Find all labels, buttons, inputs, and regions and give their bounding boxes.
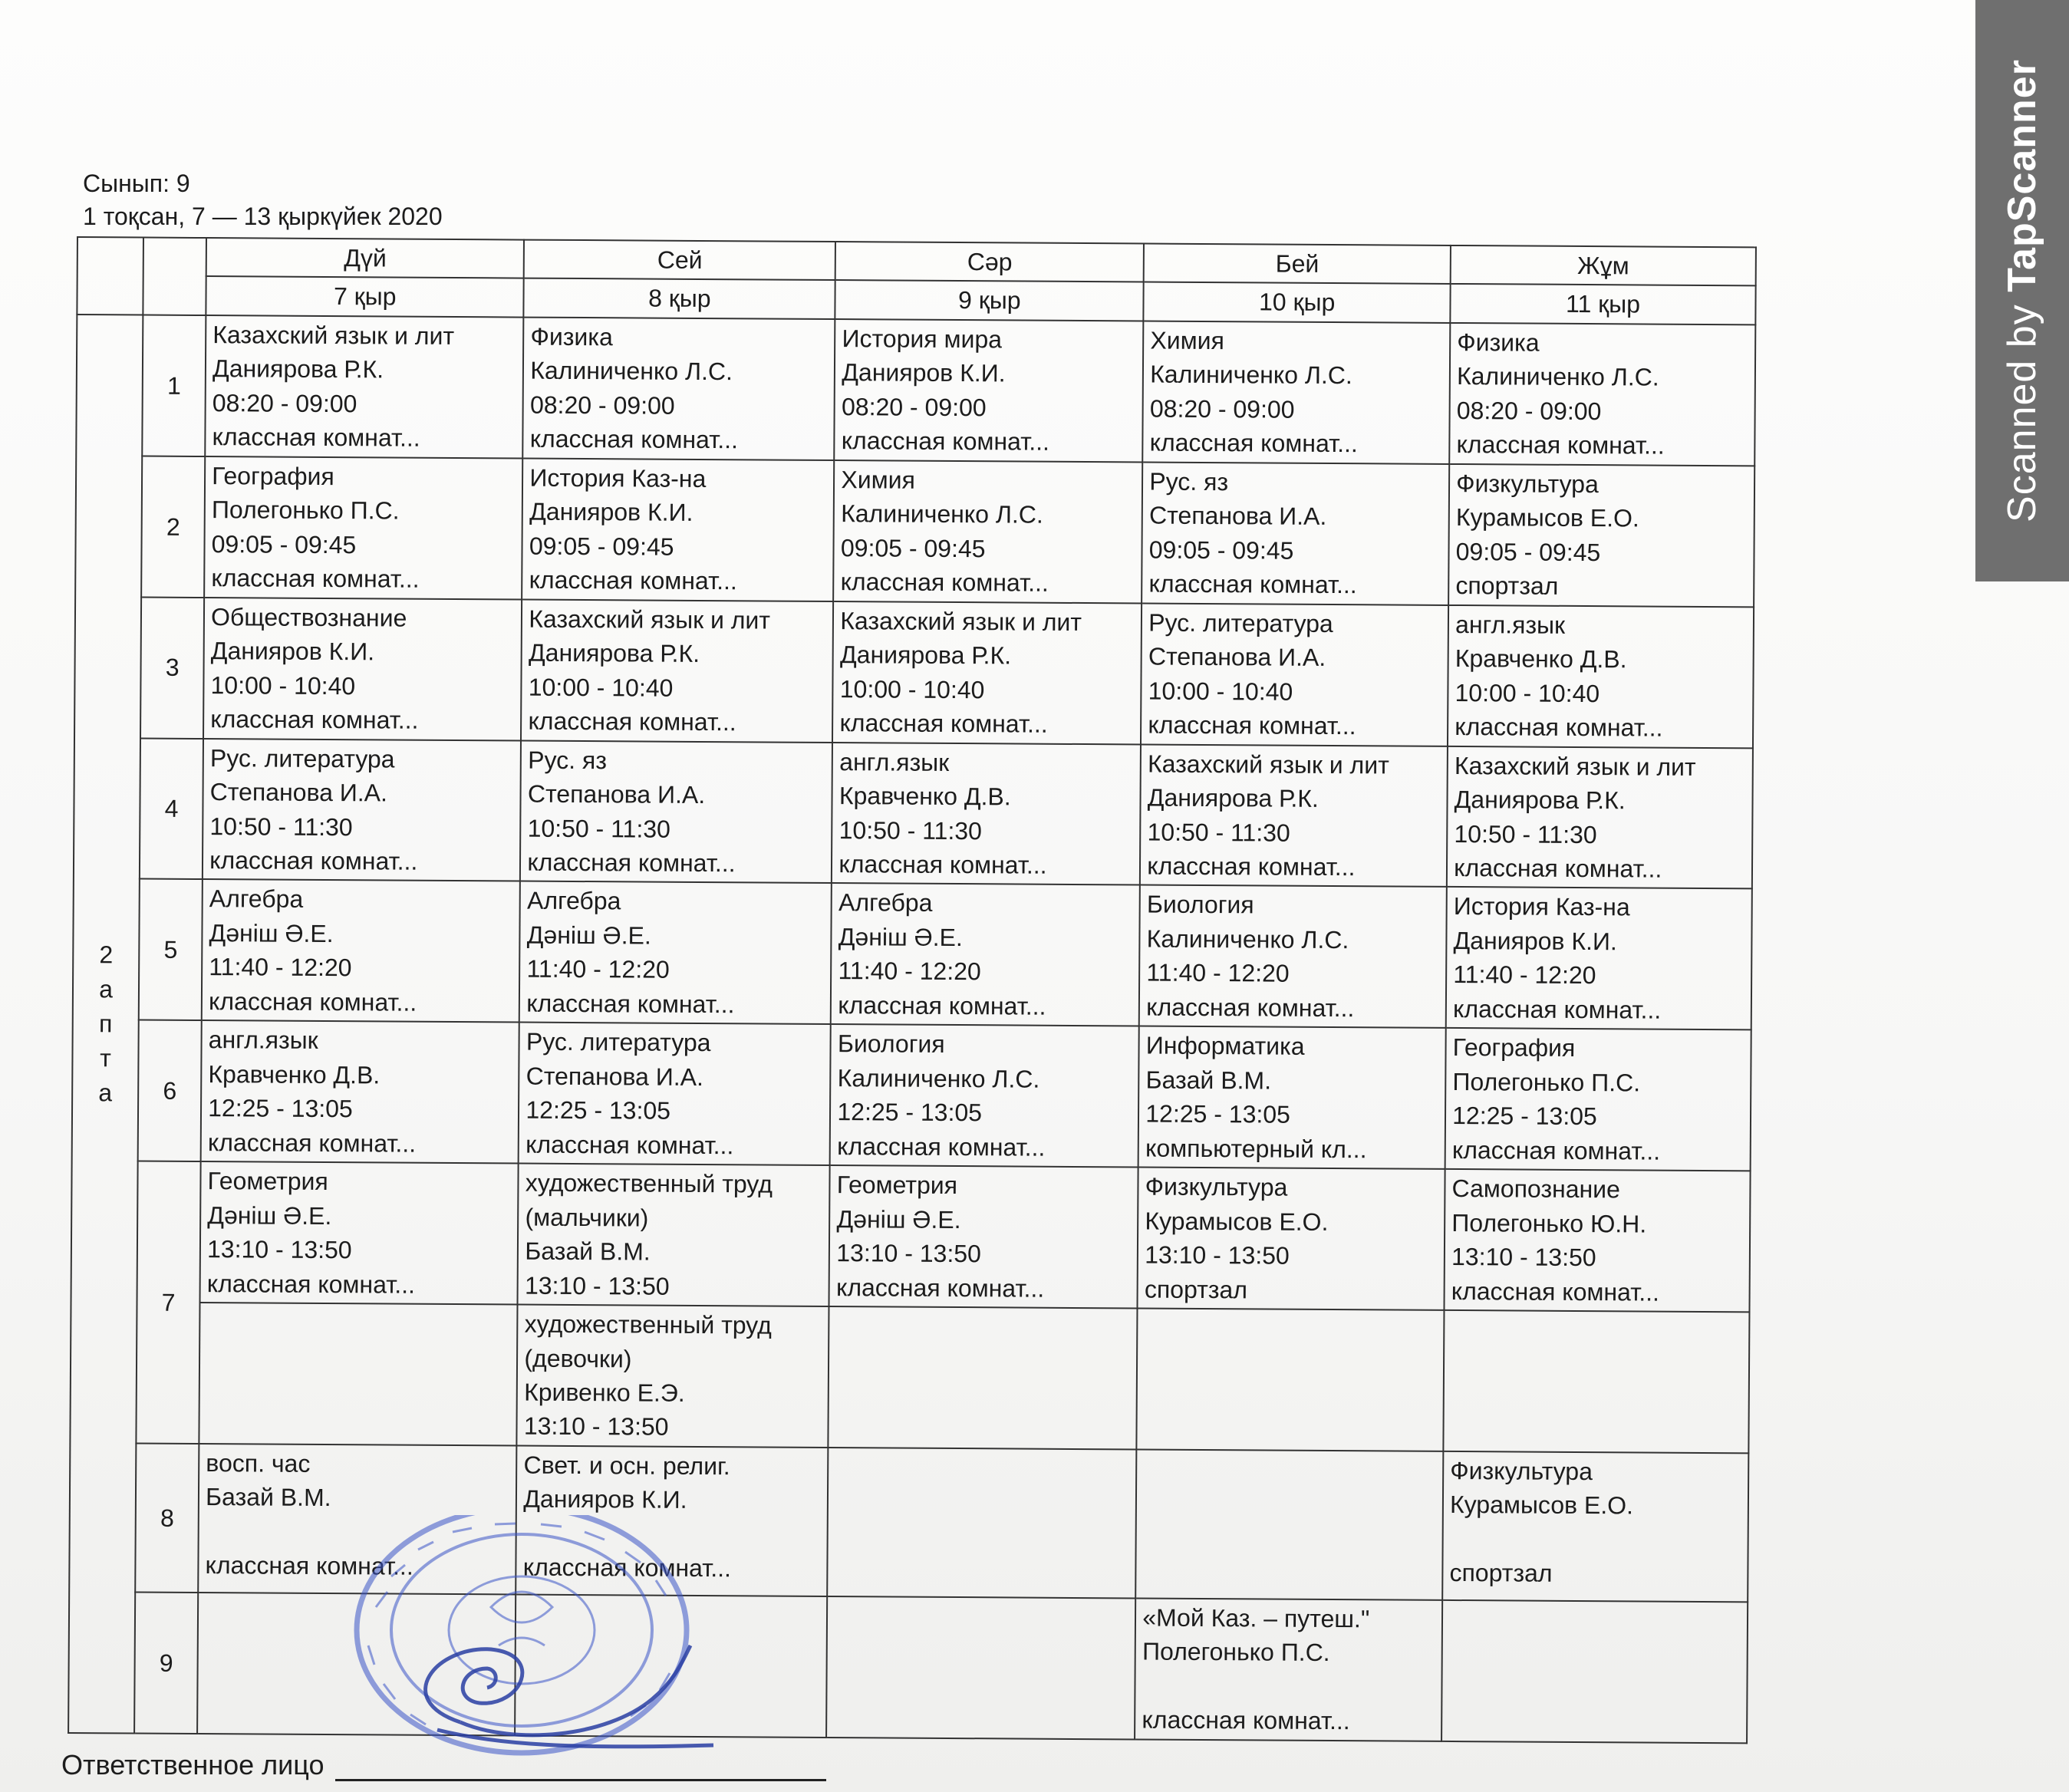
corner-cell <box>77 237 143 315</box>
schedule-table <box>68 236 1757 1744</box>
entry-line: Кравченко Д.В. <box>838 782 1011 811</box>
entry-line: Калиниченко Л.С. <box>1150 360 1352 390</box>
entry-line: художественный труд <box>525 1168 773 1198</box>
entry-line: Кравченко Д.В. <box>208 1059 381 1089</box>
lesson-cell-thu <box>1142 462 1449 604</box>
day-name-tue: Сей <box>524 240 835 281</box>
entry-line: Рус. яз <box>528 746 608 774</box>
entry-line: «Мой Каз. – путеш." <box>1142 1603 1370 1633</box>
entry-line: 13:10 - 13:50 <box>206 1235 352 1264</box>
lesson-cell-tue <box>521 599 833 742</box>
lesson-cell-mon <box>198 1444 516 1595</box>
lesson-number: 5 <box>139 879 203 1020</box>
lesson-cell-wed <box>829 1165 1138 1308</box>
entry-line: Полегонько Ю.Н. <box>1451 1208 1647 1238</box>
entry-line: Данияров К.И. <box>210 637 375 666</box>
responsible-person-label: Ответственное лицо <box>61 1749 325 1780</box>
entry-line: 09:05 - 09:45 <box>840 533 986 562</box>
lesson-cell-wed <box>831 883 1140 1026</box>
entry-line: англ.язык <box>839 747 950 776</box>
entry-line: классная комнат... <box>529 424 739 454</box>
entry-line: 12:25 - 13:05 <box>525 1095 671 1125</box>
week-label-letter: а <box>98 1078 113 1106</box>
entry-line: классная комнат... <box>1148 710 1356 740</box>
lesson-cell-mon <box>202 879 520 1022</box>
entry-line: Степанова И.А. <box>1148 642 1326 672</box>
entry-line: 13:10 - 13:50 <box>836 1239 981 1268</box>
entry-line: Степанова И.А. <box>527 779 706 809</box>
entry-line: 13:10 - 13:50 <box>1451 1243 1596 1272</box>
entry-line: Данияров К.И. <box>529 497 694 527</box>
lesson-number: 2 <box>141 456 205 597</box>
entry-line: Данияров К.И. <box>1453 926 1617 956</box>
entry-line: классная комнат... <box>526 989 735 1019</box>
entry-line: 10:50 - 11:30 <box>209 812 353 841</box>
entry-line: 10:00 - 10:40 <box>1148 677 1293 706</box>
lesson-cell-mon <box>200 1161 519 1304</box>
entry-line: классная комнат... <box>212 423 420 453</box>
entry-line: Полегонько П.С. <box>211 496 400 525</box>
entry-line: компьютерный кл... <box>1145 1134 1367 1164</box>
scanner-watermark-banner <box>1975 0 2069 581</box>
entry-line: классная комнат... <box>1148 569 1357 599</box>
entry-line: 08:20 - 09:00 <box>1149 394 1295 423</box>
entry-line: классная комнат... <box>1146 993 1355 1023</box>
entry-line: классная комнат... <box>529 565 737 595</box>
entry-line: Биология <box>837 1029 945 1059</box>
lesson-row-7-bottom <box>70 1302 1749 1453</box>
lesson-cell-wed-empty <box>826 1596 1135 1739</box>
lesson-cell-tue <box>518 1164 830 1306</box>
lesson-cell-thu <box>1138 1026 1446 1169</box>
lesson-cell-fri <box>1449 323 1755 466</box>
entry-line <box>523 1516 821 1552</box>
day-date-fri: 11 қыр <box>1450 284 1755 324</box>
lesson-cell-tue <box>517 1305 829 1448</box>
lesson-cell-thu <box>1141 603 1448 746</box>
entry-line: 12:25 - 13:05 <box>837 1098 983 1127</box>
entry-line: классная комнат... <box>528 707 736 736</box>
lesson-cell-fri-empty <box>1441 1600 1748 1743</box>
lesson-cell-fri-empty <box>1443 1310 1749 1453</box>
entry-line: Рус. яз <box>1149 467 1229 496</box>
lesson-cell-tue-empty <box>515 1594 827 1737</box>
entry-line: Данияров К.И. <box>523 1484 687 1514</box>
lesson-cell-fri <box>1446 887 1752 1029</box>
week-label-letter: 2 <box>99 940 114 969</box>
entry-line: классная комнат... <box>525 1130 734 1159</box>
entry-line: Физкультура <box>1456 469 1599 498</box>
entry-line: Калиниченко Л.С. <box>1456 362 1659 392</box>
entry-line: классная комнат... <box>522 1553 732 1583</box>
corner-cell-num <box>143 238 207 315</box>
entry-line: Рус. литература <box>525 1027 711 1057</box>
lesson-number: 6 <box>138 1020 202 1161</box>
entry-line: 08:20 - 09:00 <box>529 390 675 420</box>
entry-line: Обществознание <box>211 602 407 632</box>
lesson-row-3 <box>74 597 1754 748</box>
entry-line: 09:05 - 09:45 <box>1148 535 1294 565</box>
entry-line: Даниярова Р.К. <box>528 638 700 668</box>
lesson-cell-mon <box>201 1020 519 1163</box>
entry-line: классная комнат... <box>205 1551 413 1581</box>
lesson-number: 8 <box>135 1443 199 1592</box>
lesson-cell-fri <box>1445 1028 1751 1171</box>
entry-line: Дәніш Ә.Е. <box>836 1204 961 1234</box>
lesson-cell-thu <box>1139 885 1447 1028</box>
entry-line: Дәніш Ә.Е. <box>207 1201 332 1230</box>
entry-line: англ.язык <box>208 1026 318 1055</box>
lesson-cell-tue <box>520 740 832 883</box>
entry-line: (мальчики) <box>525 1203 649 1232</box>
entry-line: 11:40 - 12:20 <box>838 957 981 986</box>
entry-line: 13:10 - 13:50 <box>1145 1240 1290 1270</box>
entry-line: Базай В.М. <box>1145 1066 1272 1095</box>
lesson-cell-mon <box>205 315 523 458</box>
scanner-watermark-text: Scanned by TapScanner <box>2000 59 2044 522</box>
lesson-row-8 <box>69 1443 1748 1602</box>
day-date-mon: 7 қыр <box>206 277 525 318</box>
entry-line: Физика <box>530 322 613 351</box>
week-label-letter: п <box>99 1010 113 1038</box>
entry-line: спортзал <box>1449 1559 1553 1588</box>
lesson-cell-tue <box>519 881 832 1024</box>
signature-line <box>335 1751 826 1781</box>
entry-line: Казахский язык и лит <box>1148 749 1389 779</box>
day-name-fri: Жұм <box>1451 245 1756 286</box>
entry-line: Даниярова Р.К. <box>839 641 1012 670</box>
lesson-cell-fri <box>1445 1169 1751 1312</box>
week-label-letter: а <box>99 975 114 1003</box>
entry-line: классная комнат... <box>1147 852 1356 881</box>
entry-line: 11:40 - 12:20 <box>1146 958 1290 988</box>
lesson-cell-wed <box>832 743 1141 885</box>
lesson-cell-tue <box>516 1445 829 1596</box>
lesson-cell-mon-empty <box>199 1303 518 1445</box>
lesson-row-7-top <box>71 1161 1751 1312</box>
lesson-cell-fri <box>1448 605 1754 748</box>
entry-line: Алгебра <box>209 884 304 914</box>
lesson-cell-fri <box>1442 1451 1748 1602</box>
entry-line: 10:50 - 11:30 <box>838 815 982 845</box>
entry-line: Геометрия <box>836 1171 958 1200</box>
entry-line: 12:25 - 13:05 <box>1452 1102 1597 1131</box>
entry-line: География <box>1452 1033 1576 1062</box>
entry-line: Калиниченко Л.С. <box>837 1063 1040 1093</box>
entry-line: Степанова И.А. <box>209 778 388 807</box>
lesson-row-5 <box>73 878 1752 1029</box>
entry-line: Химия <box>841 465 915 494</box>
entry-line: Калиниченко Л.С. <box>530 357 733 386</box>
entry-line: 10:00 - 10:40 <box>839 674 985 703</box>
entry-line: классная комнат... <box>839 709 1048 738</box>
lesson-row-6 <box>72 1020 1751 1171</box>
entry-line: Казахский язык и лит <box>840 606 1082 636</box>
entry-line: Рус. литература <box>1148 608 1333 637</box>
entry-line: классная комнат... <box>211 564 420 593</box>
entry-line: классная комнат... <box>1455 713 1663 742</box>
entry-line: классная комнат... <box>206 1269 416 1299</box>
entry-line: История Каз-на <box>1453 892 1630 921</box>
lesson-cell-thu-empty <box>1135 1449 1443 1599</box>
day-date-tue: 8 қыр <box>524 278 835 319</box>
lesson-cell-thu <box>1135 1598 1442 1741</box>
entry-line: 10:50 - 11:30 <box>527 814 670 843</box>
schedule-sheet <box>68 236 1757 1744</box>
entry-line: классная комнат... <box>838 850 1047 879</box>
entry-line: Данияров К.И. <box>842 358 1006 387</box>
entry-line: Физкультура <box>1145 1172 1288 1201</box>
entry-line: 09:05 - 09:45 <box>1455 537 1601 566</box>
lesson-cell-wed <box>835 319 1144 462</box>
entry-line: 13:10 - 13:50 <box>523 1412 669 1441</box>
lesson-cell-thu <box>1138 1168 1445 1310</box>
entry-line: 08:20 - 09:00 <box>841 392 987 422</box>
entry-line: Даниярова Р.К. <box>1454 786 1626 815</box>
entry-line: 08:20 - 09:00 <box>212 388 357 418</box>
entry-line: Кривенко Е.Э. <box>524 1378 685 1407</box>
entry-line: 11:40 - 12:20 <box>209 953 352 982</box>
entry-line: Геометрия <box>207 1167 328 1196</box>
entry-line: классная комнат... <box>841 427 1050 456</box>
lesson-number: 7 <box>137 1161 201 1444</box>
entry-line: Даниярова Р.К. <box>1147 783 1319 812</box>
entry-line: Самопознание <box>1451 1174 1621 1204</box>
day-name-mon: Дүй <box>206 238 525 278</box>
entry-line: 10:00 - 10:40 <box>528 673 674 702</box>
entry-line: Свет. и осн. религ. <box>523 1451 730 1481</box>
entry-line: классная комнат... <box>837 1132 1046 1161</box>
entry-line: Базай В.М. <box>205 1483 331 1512</box>
entry-line: Базай В.М. <box>525 1237 651 1266</box>
lesson-cell-thu <box>1143 321 1451 463</box>
lesson-cell-tue <box>519 1023 831 1165</box>
class-line: Сынып: 9 <box>83 170 190 197</box>
entry-line: 09:05 - 09:45 <box>211 529 357 558</box>
entry-line: Алгебра <box>838 888 933 917</box>
entry-line: спортзал <box>1455 572 1559 601</box>
lesson-number: 1 <box>142 315 206 456</box>
entry-line: спортзал <box>1144 1275 1248 1303</box>
entry-line: 10:50 - 11:30 <box>1147 818 1290 847</box>
term-line: 1 тоқсан, 7 — 13 қыркүйек 2020 <box>83 203 443 231</box>
entry-line: История мира <box>842 324 1003 354</box>
lesson-row-4 <box>74 738 1753 889</box>
entry-line: Биология <box>1146 890 1254 919</box>
lesson-cell-mon-empty <box>197 1593 516 1735</box>
lesson-number: 9 <box>134 1592 198 1733</box>
entry-line: англ.язык <box>1455 610 1566 639</box>
entry-line: 11:40 - 12:20 <box>526 954 670 984</box>
lesson-number: 3 <box>140 597 204 738</box>
entry-line: Физкультура <box>1450 1456 1593 1486</box>
lesson-cell-fri <box>1447 746 1753 888</box>
entry-line: Курамысов Е.О. <box>1455 503 1639 532</box>
entry-line: Физика <box>1457 328 1540 357</box>
lesson-cell-wed <box>832 601 1142 744</box>
entry-line: География <box>212 461 334 490</box>
lesson-cell-wed-empty <box>828 1448 1137 1598</box>
lesson-row-1 <box>76 315 1755 466</box>
entry-line <box>1450 1522 1741 1558</box>
entry-line: Полегонько П.С. <box>1142 1637 1330 1667</box>
lesson-cell-wed <box>830 1024 1139 1167</box>
entry-line: 12:25 - 13:05 <box>1145 1099 1291 1128</box>
entry-line: 10:50 - 11:30 <box>1454 819 1597 848</box>
lesson-cell-mon <box>204 456 522 599</box>
entry-line: Казахский язык и лит <box>213 321 455 350</box>
entry-line: Дәніш Ә.Е. <box>526 921 651 950</box>
entry-line: 13:10 - 13:50 <box>524 1271 670 1300</box>
week-label-letter: т <box>100 1043 111 1072</box>
lesson-cell-wed-empty <box>829 1306 1138 1449</box>
entry-line: Даниярова Р.К. <box>212 354 384 384</box>
lesson-number: 4 <box>140 738 203 879</box>
entry-line: классная комнат... <box>1451 1276 1660 1306</box>
entry-line: Казахский язык и лит <box>529 604 771 634</box>
entry-line: классная комнат... <box>527 848 736 878</box>
lesson-cell-thu <box>1140 744 1448 887</box>
lesson-row-9 <box>68 1592 1748 1743</box>
entry-line: (девочки) <box>524 1344 632 1372</box>
entry-line: классная комнат... <box>1454 853 1662 883</box>
entry-line: Калиниченко Л.С. <box>1146 924 1349 954</box>
entry-line: 10:00 - 10:40 <box>1455 678 1600 707</box>
entry-line: Степанова И.А. <box>525 1062 704 1091</box>
entry-line: классная комнат... <box>207 1128 417 1158</box>
responsible-person-line <box>61 1749 826 1781</box>
document-header <box>83 167 443 233</box>
day-date-thu: 10 қыр <box>1144 282 1451 323</box>
entry-line: Казахский язык и лит <box>1454 751 1696 781</box>
entry-line: классная комнат... <box>838 990 1046 1020</box>
day-name-wed: Сәр <box>835 242 1144 282</box>
entry-line: классная комнат... <box>835 1273 1045 1303</box>
entry-line: 12:25 - 13:05 <box>208 1094 353 1123</box>
entry-line: История Каз-на <box>529 463 707 492</box>
entry-line: Дәніш Ә.Е. <box>838 922 963 951</box>
entry-line: классная комнат... <box>1456 430 1665 460</box>
week-label <box>68 315 143 1733</box>
entry-line: классная комнат... <box>1142 1705 1350 1735</box>
entry-line: 09:05 - 09:45 <box>529 532 674 561</box>
entry-line: Химия <box>1150 326 1225 355</box>
entry-line: Рус. литература <box>209 743 395 773</box>
entry-line: Полегонько П.С. <box>1452 1067 1641 1097</box>
day-date-wed: 9 қыр <box>835 281 1144 321</box>
lesson-row-2 <box>75 456 1754 607</box>
entry-line: 10:00 - 10:40 <box>210 670 356 700</box>
entry-line: классная комнат... <box>1149 428 1358 458</box>
entry-line: художественный труд <box>524 1309 772 1339</box>
entry-line: Курамысов Е.О. <box>1145 1207 1329 1236</box>
day-name-thu: Бей <box>1144 243 1451 284</box>
entry-line: классная комнат... <box>208 987 417 1016</box>
entry-line: 08:20 - 09:00 <box>1456 396 1602 426</box>
entry-line: 11:40 - 12:20 <box>1453 960 1596 990</box>
entry-line: классная комнат... <box>1452 994 1662 1024</box>
entry-line: Дәніш Ә.Е. <box>209 918 334 947</box>
lesson-cell-mon <box>203 598 522 740</box>
lesson-cell-tue <box>523 317 835 460</box>
entry-line: Кравченко Д.В. <box>1455 644 1627 674</box>
entry-line: классная комнат... <box>1451 1135 1661 1165</box>
lesson-cell-tue <box>522 458 834 601</box>
entry-line: Алгебра <box>526 887 621 915</box>
entry-line: Калиниченко Л.С. <box>841 499 1043 529</box>
entry-line: классная комнат... <box>210 705 419 734</box>
entry-line: Курамысов Е.О. <box>1449 1491 1634 1520</box>
lesson-cell-thu-empty <box>1137 1309 1445 1451</box>
entry-line: классная комнат... <box>209 846 418 875</box>
entry-line: классная комнат... <box>840 568 1049 597</box>
entry-line <box>1142 1668 1435 1705</box>
entry-line: Информатика <box>1145 1031 1305 1061</box>
lesson-cell-fri <box>1448 464 1754 607</box>
entry-line <box>206 1514 509 1550</box>
entry-line: восп. час <box>206 1448 311 1477</box>
lesson-cell-mon <box>203 739 521 881</box>
entry-line: Степанова И.А. <box>1148 501 1327 531</box>
lesson-cell-wed <box>833 460 1142 603</box>
